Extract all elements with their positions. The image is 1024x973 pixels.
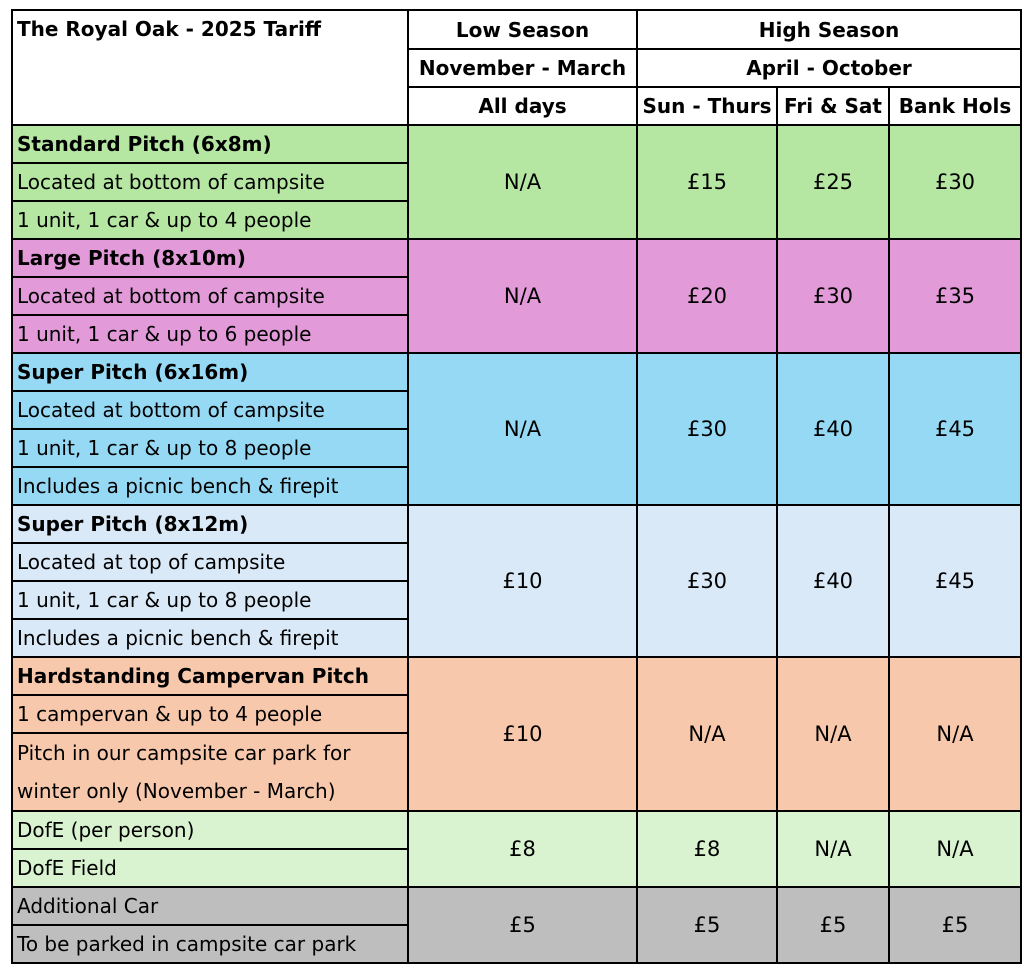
pitch-name: Super Pitch (8x12m) bbox=[12, 505, 408, 543]
pitch-capacity: 1 unit, 1 car & up to 6 people bbox=[12, 315, 408, 353]
header-row-1 bbox=[12, 10, 1021, 49]
low-season-days: All days bbox=[408, 87, 637, 125]
price-high-fri-sat: £40 bbox=[777, 353, 889, 505]
price-low-all-days: £10 bbox=[408, 505, 637, 657]
pitch-capacity: 1 unit, 1 car & up to 8 people bbox=[12, 429, 408, 467]
pitch-location: Located at bottom of campsite bbox=[12, 277, 408, 315]
pitch-capacity: 1 unit, 1 car & up to 8 people bbox=[12, 581, 408, 619]
price-high-fri-sat: N/A bbox=[777, 811, 889, 887]
tariff-table bbox=[11, 9, 1022, 964]
high-days-bank-hols: Bank Hols bbox=[889, 87, 1021, 125]
pitch-extras: Includes a picnic bench & firepit bbox=[12, 619, 408, 657]
price-high-fri-sat: £25 bbox=[777, 125, 889, 239]
price-low-all-days: £5 bbox=[408, 887, 637, 963]
price-high-sun-thurs: N/A bbox=[637, 657, 777, 811]
price-high-bank-hols: £5 bbox=[889, 887, 1021, 963]
price-high-bank-hols: £45 bbox=[889, 353, 1021, 505]
pitch-location: Located at bottom of campsite bbox=[12, 391, 408, 429]
pitch-name: Super Pitch (6x16m) bbox=[12, 353, 408, 391]
price-high-bank-hols: £35 bbox=[889, 239, 1021, 353]
price-high-sun-thurs: £30 bbox=[637, 505, 777, 657]
pitch-location: Located at top of campsite bbox=[12, 543, 408, 581]
table-row bbox=[12, 239, 1021, 277]
price-low-all-days: £10 bbox=[408, 657, 637, 811]
table-row bbox=[12, 505, 1021, 543]
pitch-name: Large Pitch (8x10m) bbox=[12, 239, 408, 277]
price-high-fri-sat: £5 bbox=[777, 887, 889, 963]
price-high-fri-sat: £40 bbox=[777, 505, 889, 657]
price-high-bank-hols: £30 bbox=[889, 125, 1021, 239]
high-days-fri-sat: Fri & Sat bbox=[777, 87, 889, 125]
table-row bbox=[12, 125, 1021, 163]
price-high-sun-thurs: £30 bbox=[637, 353, 777, 505]
price-low-all-days: N/A bbox=[408, 353, 637, 505]
price-high-bank-hols: N/A bbox=[889, 657, 1021, 811]
pitch-note-line-1: Pitch in our campsite car park for bbox=[17, 741, 351, 765]
pitch-capacity: 1 unit, 1 car & up to 4 people bbox=[12, 201, 408, 239]
table-row bbox=[12, 657, 1021, 695]
price-high-fri-sat: N/A bbox=[777, 657, 889, 811]
price-high-sun-thurs: £8 bbox=[637, 811, 777, 887]
high-days-sun-thurs: Sun - Thurs bbox=[637, 87, 777, 125]
price-high-sun-thurs: £20 bbox=[637, 239, 777, 353]
high-season-header: High Season bbox=[637, 10, 1021, 49]
pitch-extras: Includes a picnic bench & firepit bbox=[12, 467, 408, 505]
table-row bbox=[12, 887, 1021, 925]
table-row bbox=[12, 353, 1021, 391]
table-row bbox=[12, 811, 1021, 849]
pitch-capacity: 1 campervan & up to 4 people bbox=[12, 695, 408, 733]
low-season-header: Low Season bbox=[408, 10, 637, 49]
price-high-sun-thurs: £15 bbox=[637, 125, 777, 239]
pitch-name: Hardstanding Campervan Pitch bbox=[12, 657, 408, 695]
additional-car: Additional Car bbox=[12, 887, 408, 925]
car-parking-note: To be parked in campsite car park bbox=[12, 925, 408, 963]
pitch-note bbox=[12, 733, 408, 811]
dofe-field: DofE Field bbox=[12, 849, 408, 887]
pitch-note-line-2: winter only (November - March) bbox=[17, 779, 336, 803]
table-title: The Royal Oak - 2025 Tariff bbox=[12, 10, 408, 125]
price-high-bank-hols: N/A bbox=[889, 811, 1021, 887]
price-low-all-days: £8 bbox=[408, 811, 637, 887]
low-season-months: November - March bbox=[408, 49, 637, 87]
price-high-fri-sat: £30 bbox=[777, 239, 889, 353]
price-low-all-days: N/A bbox=[408, 125, 637, 239]
price-high-sun-thurs: £5 bbox=[637, 887, 777, 963]
pitch-name: Standard Pitch (6x8m) bbox=[12, 125, 408, 163]
high-season-months: April - October bbox=[637, 49, 1021, 87]
pitch-location: Located at bottom of campsite bbox=[12, 163, 408, 201]
dofe-rate: DofE (per person) bbox=[12, 811, 408, 849]
price-high-bank-hols: £45 bbox=[889, 505, 1021, 657]
price-low-all-days: N/A bbox=[408, 239, 637, 353]
